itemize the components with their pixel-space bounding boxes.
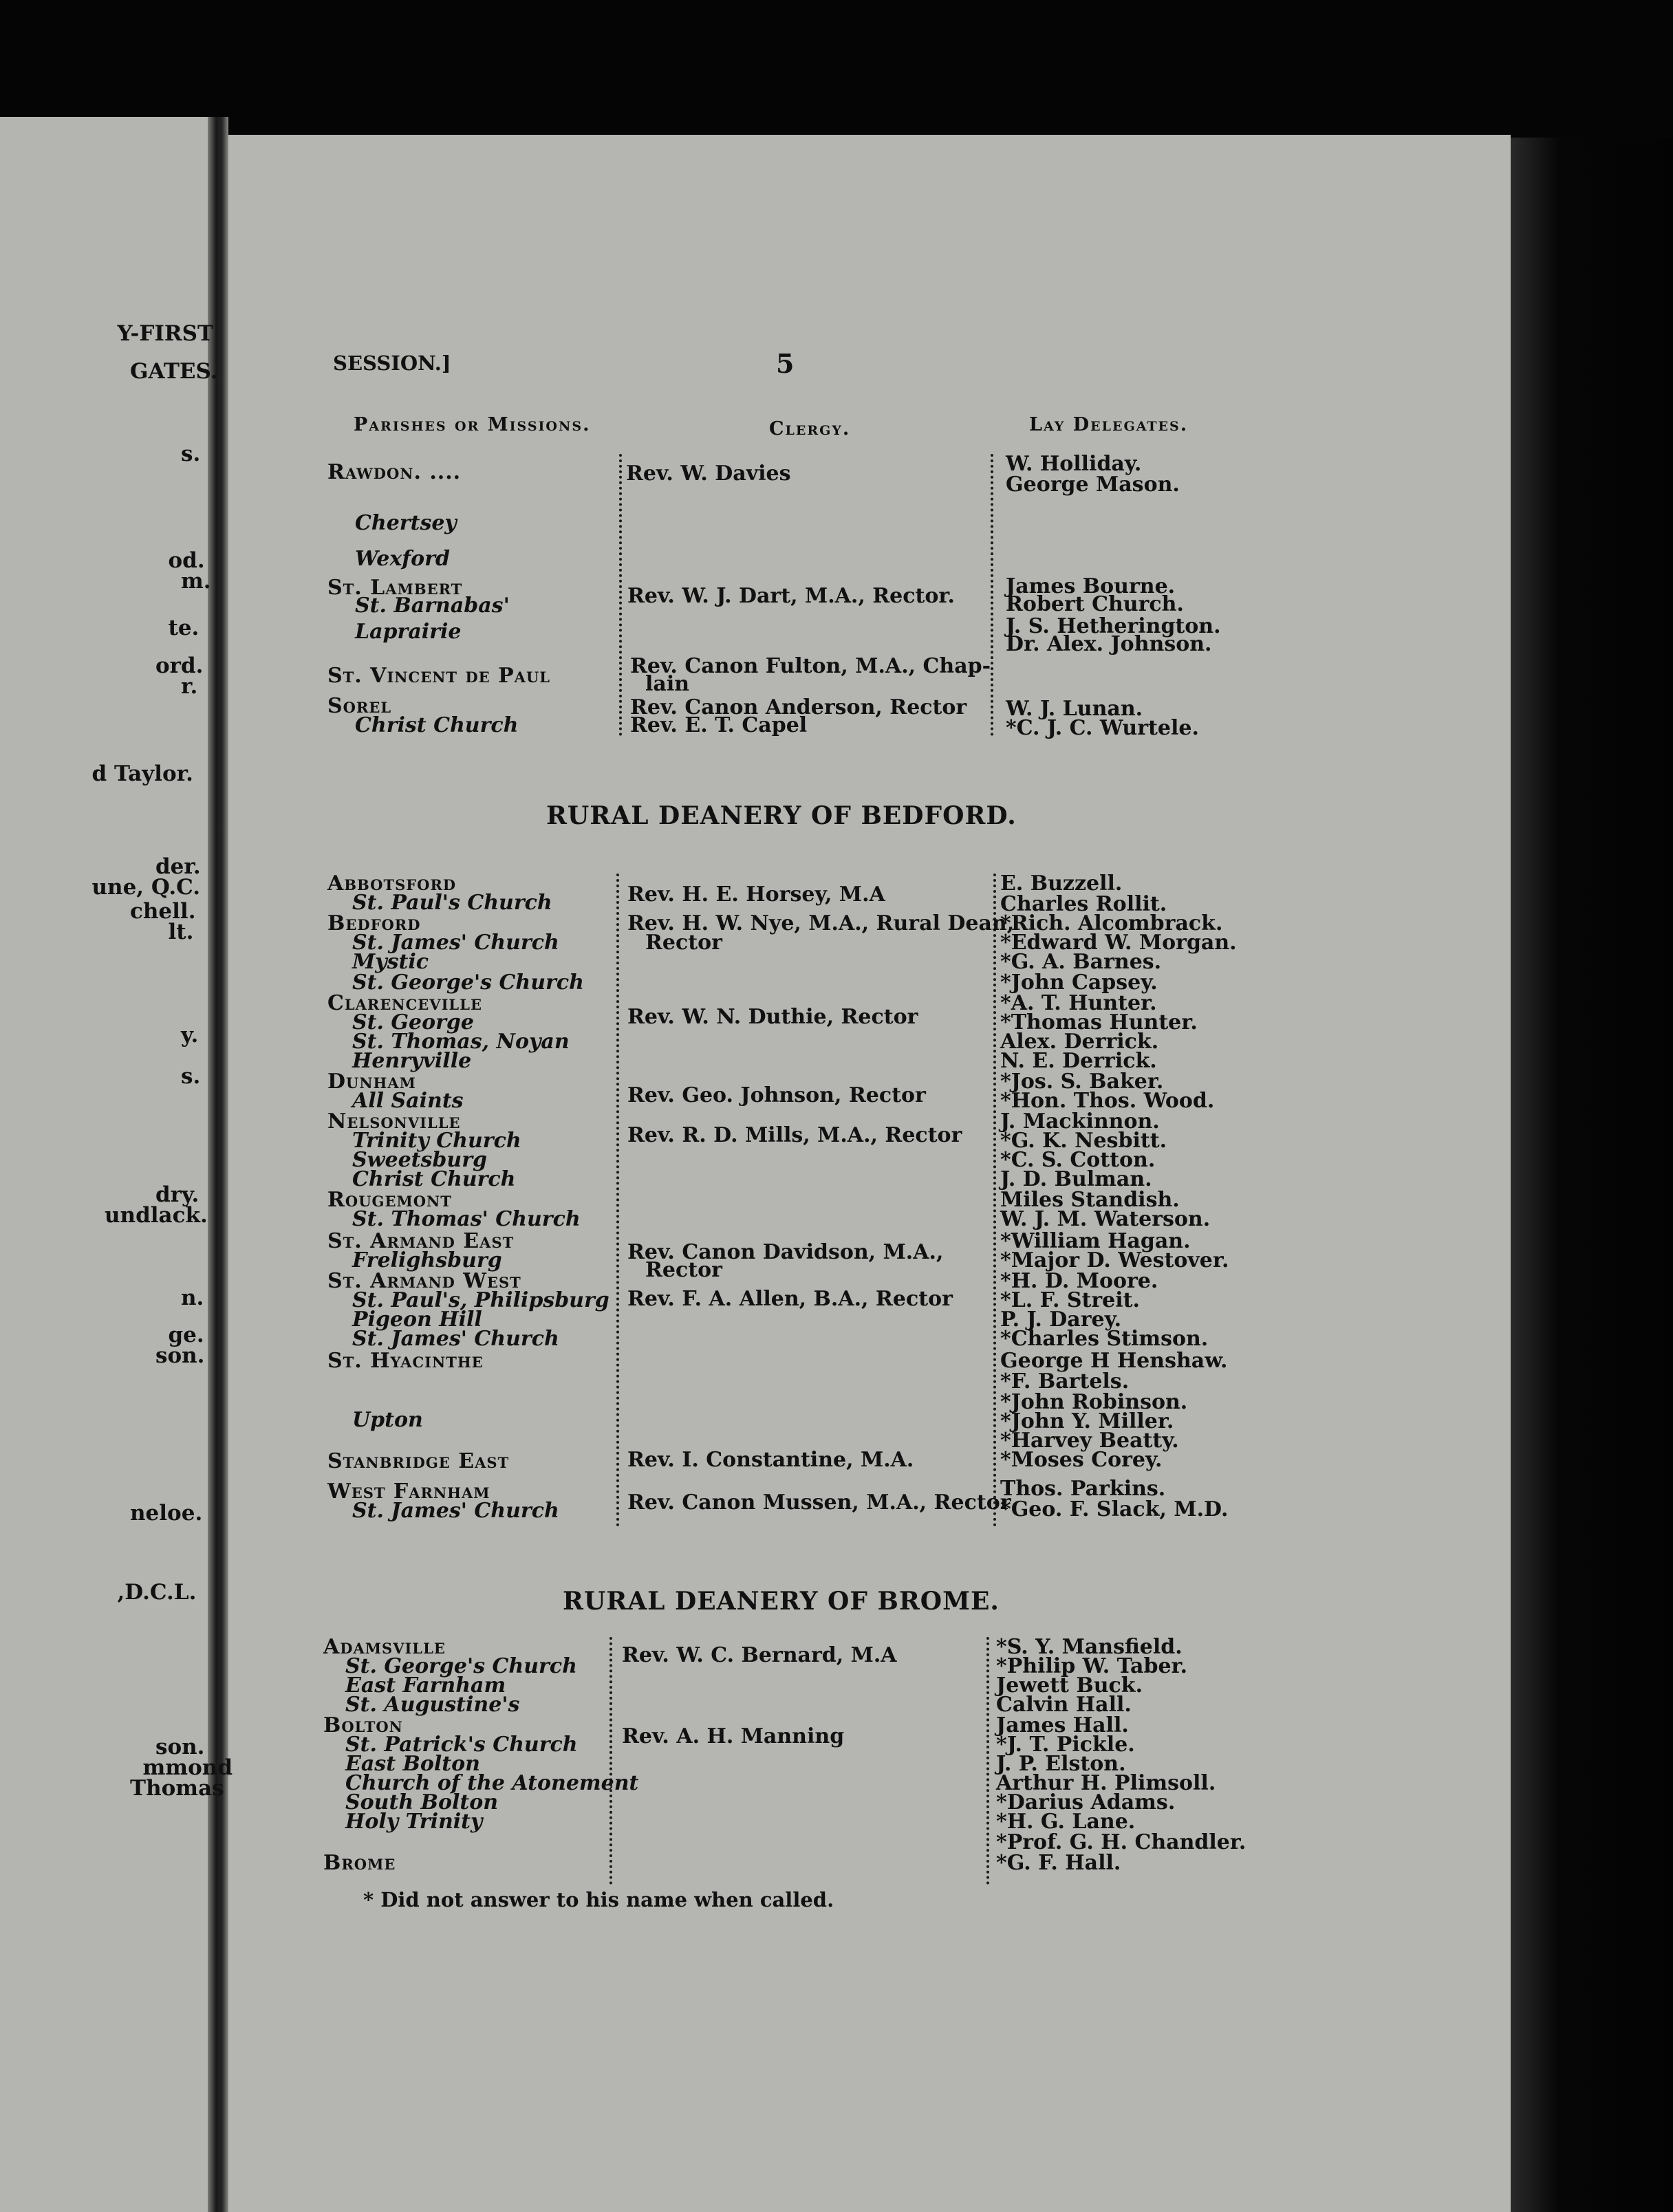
lay-delegate-entry: *Philip W. Taber.	[996, 1654, 1188, 1678]
parish-entry: Laprairie	[355, 620, 462, 644]
page-number: 5	[776, 348, 795, 379]
lay-delegate-entry: *G. K. Nesbitt.	[1000, 1129, 1167, 1153]
parish-entry: St. Patrick's Church	[345, 1733, 578, 1757]
left-page-text-fragment: s.	[181, 1064, 201, 1089]
lay-delegate-entry: *F. Bartels.	[1000, 1369, 1130, 1394]
parish-entry: Chertsey	[355, 511, 457, 535]
left-page-text-fragment: der.	[155, 854, 201, 879]
lay-delegate-entry: *H. D. Moore.	[1000, 1269, 1158, 1293]
parish-entry: All Saints	[352, 1089, 464, 1113]
lay-delegate-entry: W. J. M. Waterson.	[1000, 1207, 1211, 1231]
clergy-entry: Rev. F. A. Allen, B.A., Rector	[627, 1287, 953, 1311]
lay-delegate-entry: *Hon. Thos. Wood.	[1000, 1089, 1215, 1113]
clergy-entry: Rector	[645, 931, 722, 955]
parish-entry: Rawdon. ....	[327, 460, 462, 484]
parish-entry: Sweetsburg	[352, 1148, 487, 1172]
parish-entry: St. Lambert	[327, 576, 463, 600]
left-page-text-fragment: son.	[155, 1343, 205, 1368]
left-page-text-fragment: dry.	[155, 1182, 199, 1207]
clergy-entry: Rev. H. E. Horsey, M.A	[627, 882, 885, 907]
lay-delegate-entry: *Darius Adams.	[996, 1790, 1176, 1814]
parish-entry: West Farnham	[327, 1479, 490, 1504]
footnote: * Did not answer to his name when called.	[363, 1888, 834, 1911]
parish-entry: St. Barnabas'	[355, 594, 510, 618]
parish-entry: Christ Church	[355, 713, 519, 737]
left-facing-page	[0, 117, 208, 2212]
clergy-entry: Rev. W. J. Dart, M.A., Rector.	[627, 584, 955, 608]
lay-delegate-entry: J. D. Bulman.	[1000, 1167, 1152, 1191]
brace-divider	[616, 874, 619, 1527]
parish-entry: St. Paul's, Philipsburg	[352, 1288, 609, 1312]
lay-delegate-entry: *Prof. G. H. Chandler.	[996, 1830, 1246, 1854]
lay-delegate-entry: J. P. Elston.	[996, 1752, 1126, 1776]
left-page-text-fragment: neloe.	[130, 1501, 203, 1526]
left-page-text-fragment: ord.	[155, 653, 204, 678]
parish-entry: Abbotsford	[327, 871, 457, 896]
brace-divider	[619, 454, 622, 736]
book-gutter	[208, 117, 228, 2212]
clergy-entry: Rev. W. N. Duthie, Rector	[627, 1005, 918, 1029]
left-page-text-fragment: une, Q.C.	[91, 875, 201, 900]
parish-entry: Bedford	[327, 911, 421, 935]
lay-delegate-entry: Calvin Hall.	[996, 1693, 1132, 1717]
lay-delegate-entry: *A. T. Hunter.	[1000, 991, 1157, 1015]
lay-delegate-entry: E. Buzzell.	[1000, 871, 1123, 896]
parish-entry: Henryville	[352, 1049, 472, 1073]
lay-delegate-entry: *Harvey Beatty.	[1000, 1429, 1179, 1453]
clergy-entry: lain	[645, 672, 690, 696]
clergy-entry: Rev. R. D. Mills, M.A., Rector	[627, 1123, 962, 1147]
left-page-text-fragment: te.	[168, 616, 199, 640]
lay-delegate-entry: Arthur H. Plimsoll.	[996, 1771, 1216, 1795]
left-page-text-fragment: mmond	[142, 1755, 233, 1780]
lay-delegate-entry: *John Capsey.	[1000, 971, 1158, 995]
parish-entry: Dunham	[327, 1070, 416, 1094]
parish-entry: Christ Church	[352, 1167, 516, 1191]
left-page-text-fragment: GATES.	[130, 359, 218, 384]
parish-entry: Nelsonville	[327, 1109, 461, 1134]
lay-delegate-entry: P. J. Darey.	[1000, 1308, 1122, 1332]
brace-divider	[993, 874, 996, 1527]
parish-entry: Rougemont	[327, 1188, 452, 1212]
clergy-entry: Rev. Canon Davidson, M.A.,	[627, 1240, 944, 1264]
lay-delegate-entry: J. S. Hetherington.	[1006, 614, 1221, 638]
lay-delegate-entry: Robert Church.	[1006, 592, 1184, 616]
left-page-text-fragment: r.	[181, 674, 198, 699]
parish-entry: Clarenceville	[327, 991, 482, 1015]
clergy-entry: Rev. Canon Mussen, M.A., Rector	[627, 1490, 1011, 1515]
left-page-text-fragment: d Taylor.	[91, 761, 193, 786]
clergy-entry: Rev. I. Constantine, M.A.	[627, 1448, 914, 1472]
lay-delegate-entry: Alex. Derrick.	[1000, 1030, 1159, 1054]
lay-delegate-entry: Dr. Alex. Johnson.	[1006, 632, 1212, 656]
page-edge-shadow	[1511, 138, 1673, 2212]
left-page-text-fragment: m.	[181, 569, 211, 594]
parish-entry: Bolton	[323, 1713, 403, 1737]
lay-delegate-entry: *William Hagan.	[1000, 1229, 1191, 1253]
parish-entry: St. Thomas, Noyan	[352, 1030, 570, 1054]
lay-delegate-entry: N. E. Derrick.	[1000, 1049, 1157, 1073]
left-page-text-fragment: Thomas	[130, 1776, 224, 1801]
column-header-parishes: Parishes or Missions.	[354, 414, 591, 435]
lay-delegate-entry: George H Henshaw.	[1000, 1349, 1228, 1373]
left-page-text-fragment: s.	[181, 442, 201, 466]
left-page-text-fragment: od.	[168, 548, 205, 573]
parish-entry: Mystic	[352, 950, 429, 974]
parish-entry: St. James' Church	[352, 931, 559, 955]
lay-delegate-entry: Miles Standish.	[1000, 1188, 1180, 1212]
column-header-clergy: Clergy.	[769, 418, 851, 440]
lay-delegate-entry: Jewett Buck.	[996, 1673, 1143, 1698]
lay-delegate-entry: *L. F. Streit.	[1000, 1288, 1140, 1312]
lay-delegate-entry: W. J. Lunan.	[1006, 697, 1143, 721]
section-title-bedford: RURAL DEANERY OF BEDFORD.	[546, 801, 1017, 830]
left-page-text-fragment: lt.	[168, 920, 194, 944]
clergy-entry: Rev. W. C. Bernard, M.A	[622, 1643, 897, 1667]
parish-entry: St. Armand West	[327, 1269, 521, 1293]
parish-entry: St. Vincent de Paul	[327, 664, 551, 688]
parish-entry: St. Thomas' Church	[352, 1207, 581, 1231]
left-page-text-fragment: chell.	[130, 899, 196, 924]
lay-delegate-entry: *Rich. Alcombrack.	[1000, 911, 1223, 935]
running-head: SESSION.]	[333, 351, 451, 375]
lay-delegate-entry: *Edward W. Morgan.	[1000, 931, 1237, 955]
left-page-text-fragment: ge.	[168, 1323, 204, 1347]
lay-delegate-entry: Thos. Parkins.	[1000, 1477, 1166, 1501]
parish-entry: Trinity Church	[352, 1129, 521, 1153]
lay-delegate-entry: J. Mackinnon.	[1000, 1109, 1160, 1134]
parish-entry: Holy Trinity	[345, 1810, 483, 1834]
lay-delegate-entry: *G. F. Hall.	[996, 1851, 1121, 1875]
parish-entry: Pigeon Hill	[352, 1308, 482, 1332]
lay-delegate-entry: *C. J. C. Wurtele.	[1006, 716, 1199, 740]
lay-delegate-entry: James Hall.	[996, 1713, 1129, 1737]
left-page-text-fragment: y.	[181, 1023, 199, 1048]
brace-divider	[609, 1637, 612, 1885]
lay-delegate-entry: *Major D. Westover.	[1000, 1248, 1229, 1272]
clergy-entry: Rev. E. T. Capel	[630, 713, 808, 737]
left-page-text-fragment: son.	[155, 1735, 205, 1759]
parish-entry: Sorel	[327, 694, 392, 718]
left-page-text-fragment: ,D.C.L.	[117, 1580, 197, 1605]
parish-entry: St. Armand East	[327, 1229, 515, 1253]
clergy-entry: Rev. H. W. Nye, M.A., Rural Dean,	[627, 911, 1015, 935]
parish-entry: St. George	[352, 1010, 474, 1034]
lay-delegate-entry: *Geo. F. Slack, M.D.	[1000, 1497, 1229, 1521]
clergy-entry: Rev. Geo. Johnson, Rector	[627, 1083, 926, 1107]
parish-entry: St. George's Church	[345, 1654, 577, 1678]
lay-delegate-entry: *S. Y. Mansfield.	[996, 1635, 1183, 1659]
clergy-entry: Rev. Canon Anderson, Rector	[630, 695, 967, 719]
parish-entry: St. James' Church	[352, 1327, 559, 1351]
parish-entry: St. Paul's Church	[352, 891, 552, 915]
parish-entry: Frelighsburg	[352, 1248, 502, 1272]
parish-entry: St. Augustine's	[345, 1693, 520, 1717]
lay-delegate-entry: *Charles Stimson.	[1000, 1327, 1209, 1351]
lay-delegate-entry: Charles Rollit.	[1000, 892, 1167, 916]
parish-entry: St. George's Church	[352, 971, 584, 995]
left-page-text-fragment: undlack.	[105, 1203, 208, 1228]
section-title-brome: RURAL DEANERY OF BROME.	[563, 1587, 1000, 1616]
parish-entry: Wexford	[355, 547, 450, 571]
brace-divider	[991, 454, 993, 736]
parish-entry: South Bolton	[345, 1790, 499, 1814]
parish-entry: Stanbridge East	[327, 1449, 510, 1473]
lay-delegate-entry: George Mason.	[1006, 473, 1180, 497]
parish-entry: Adamsville	[323, 1635, 446, 1659]
parish-entry: Church of the Atonement	[345, 1771, 639, 1795]
column-header-lay-delegates: Lay Delegates.	[1029, 414, 1189, 435]
clergy-entry: Rev. W. Davies	[626, 462, 791, 486]
clergy-entry: Rector	[645, 1258, 722, 1282]
lay-delegate-entry: *Jos. S. Baker.	[1000, 1070, 1164, 1094]
clergy-entry: Rev. A. H. Manning	[622, 1724, 845, 1748]
parish-entry: East Farnham	[345, 1673, 506, 1698]
left-page-text-fragment: n.	[181, 1286, 204, 1310]
clergy-entry: Rev. Canon Fulton, M.A., Chap-	[630, 654, 991, 678]
lay-delegate-entry: *J. T. Pickle.	[996, 1733, 1135, 1757]
parish-entry: East Bolton	[345, 1752, 480, 1776]
lay-delegate-entry: *H. G. Lane.	[996, 1810, 1136, 1834]
lay-delegate-entry: W. Holliday.	[1006, 452, 1142, 476]
left-page-text-fragment: Y-FIRST	[117, 321, 214, 346]
lay-delegate-entry: *G. A. Barnes.	[1000, 950, 1162, 974]
parish-entry: Brome	[323, 1851, 396, 1875]
lay-delegate-entry: *John Robinson.	[1000, 1390, 1188, 1414]
lay-delegate-entry: *Thomas Hunter.	[1000, 1010, 1198, 1034]
parish-entry: St. Hyacinthe	[327, 1349, 484, 1373]
brace-divider	[986, 1637, 989, 1885]
lay-delegate-entry: *C. S. Cotton.	[1000, 1148, 1156, 1172]
lay-delegate-entry: *John Y. Miller.	[1000, 1409, 1174, 1433]
parish-entry: St. James' Church	[352, 1499, 559, 1523]
parish-entry: Upton	[352, 1408, 423, 1432]
lay-delegate-entry: *Moses Corey.	[1000, 1448, 1163, 1472]
lay-delegate-entry: James Bourne.	[1006, 574, 1176, 598]
